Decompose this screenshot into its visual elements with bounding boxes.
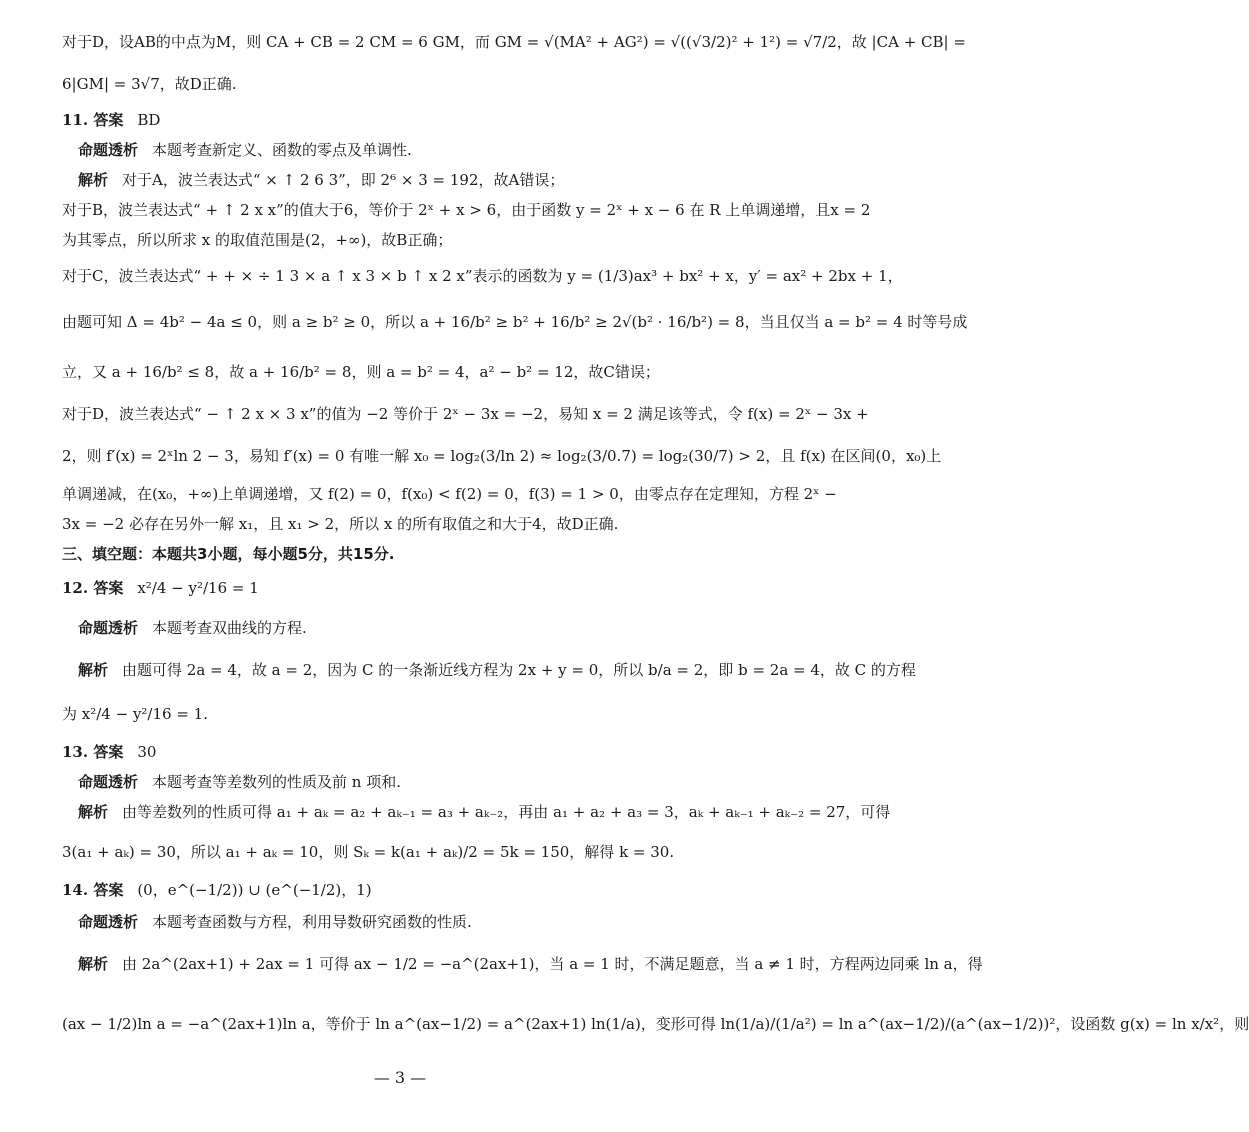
line-tag: 命题透析	[78, 913, 139, 931]
text-line	[62, 578, 762, 598]
line-text: 6|GM| = 3√7，故D正确.	[62, 75, 237, 93]
line-text: (0，e^(−1/2)) ∪ (e^(−1/2)，1)	[137, 881, 372, 899]
line-tag: 解析	[78, 661, 109, 679]
line-text: 由题可得 2a = 4，故 a = 2，因为 C 的一条渐近线方程为 2x + y = 0，所以 b/a = 2，即 b = 2a = 4，故 C 的方程	[122, 661, 916, 679]
line-text: 由题可知 Δ = 4b² − 4a ≤ 0，则 a ≥ b² ≥ 0，所以 a + 16/b² ≥ b² + 16/b² ≥ 2√(b² · 16/b²) = 8，当且仅当 a = b² = 4 时等号成	[62, 313, 968, 331]
text-line	[78, 802, 891, 822]
text-line	[62, 200, 871, 220]
text-line	[62, 266, 903, 286]
line-tag: 12. 答案	[62, 579, 124, 597]
line-text: 对于C，波兰表达式“ + + × ÷ 1 3 × a ↑ x 3 × b ↑ x 2 x”表示的函数为 y = (1/3)ax³ + bx² + x，y′ = ax² + 2bx + 1，	[62, 267, 903, 285]
line-tag: 14. 答案	[62, 881, 124, 899]
line-text: 3(a₁ + aₖ) = 30，所以 a₁ + aₖ = 10，则 Sₖ = k(a₁ + aₖ)/2 = 5k = 150，解得 k = 30.	[62, 843, 675, 861]
page-number: — 3 —	[373, 1068, 427, 1087]
line-text: BD	[137, 111, 161, 129]
text-line	[62, 404, 869, 424]
line-tag: 解析	[78, 803, 109, 821]
text-line	[62, 514, 762, 534]
text-line	[62, 704, 762, 724]
line-tag: 11. 答案	[62, 111, 124, 129]
text-line	[62, 544, 762, 564]
text-line	[62, 446, 942, 466]
text-line	[62, 230, 762, 250]
line-text: 对于D，设AB的中点为M，则 CA + CB = 2 CM = 6 GM，而 GM = √(MA² + AG²) = √((√3/2)² + 1²) = √7/2，故 |CA + CB| =	[62, 33, 966, 51]
text-line	[78, 140, 762, 160]
text-line	[62, 1014, 1249, 1034]
line-text: 30	[137, 743, 157, 761]
line-text: (ax − 1/2)ln a = −a^(2ax+1)ln a，等价于 ln a^(ax−1/2) = a^(2ax+1) ln(1/a)，变形可得 ln(1/a)/(1/a²) = ln a^(ax−1/2)/(a^(ax−1/2))²，设函数 g(x) = ln x/x²，则	[62, 1015, 1249, 1033]
line-text: 单调递减，在(x₀，+∞)上单调递增，又 f(2) = 0，f(x₀) < f(2) = 0，f(3) = 1 > 0，由零点存在定理知，方程 2ˣ −	[62, 485, 837, 503]
line-text: 本题考查双曲线的方程.	[152, 619, 307, 637]
text-line	[62, 74, 762, 94]
text-line	[78, 660, 916, 680]
text-line	[62, 880, 762, 900]
text-line	[62, 842, 762, 862]
text-line	[62, 484, 837, 504]
line-text: 为其零点，所以所求 x 的取值范围是(2，+∞)，故B正确；	[62, 231, 453, 249]
line-text: x²/4 − y²/16 = 1	[137, 579, 259, 597]
text-line	[78, 170, 762, 190]
text-line	[62, 742, 762, 762]
text-line	[78, 772, 762, 792]
line-text: 立，又 a + 16/b² ≤ 8，故 a + 16/b² = 8，则 a = b² = 4，a² − b² = 12，故C错误；	[62, 363, 660, 381]
line-tag: 命题透析	[78, 141, 139, 159]
line-text: 2，则 f′(x) = 2ˣln 2 − 3，易知 f′(x) = 0 有唯一解 x₀ = log₂(3/ln 2) ≈ log₂(3/0.7) = log₂(30/7) > 2，且 f(x) 在区间(0，x₀)上	[62, 447, 942, 465]
line-tag: 解析	[78, 955, 109, 973]
line-tag: 命题透析	[78, 773, 139, 791]
text-line	[62, 32, 966, 52]
line-text: 本题考查函数与方程，利用导数研究函数的性质.	[152, 913, 472, 931]
line-text: 对于D，波兰表达式“ − ↑ 2 x × 3 x”的值为 −2 等价于 2ˣ − 3x = −2，易知 x = 2 满足该等式，令 f(x) = 2ˣ − 3x +	[62, 405, 869, 423]
line-tag: 命题透析	[78, 619, 139, 637]
line-text: 三、填空题：本题共3小题，每小题5分，共15分.	[62, 545, 395, 563]
text-line	[62, 110, 762, 130]
text-line	[78, 618, 762, 638]
line-text: 对于B，波兰表达式“ + ↑ 2 x x”的值大于6，等价于 2ˣ + x > 6，由于函数 y = 2ˣ + x − 6 在 R 上单调递增，且x = 2	[62, 201, 871, 219]
line-text: 3x = −2 必存在另外一解 x₁，且 x₁ > 2，所以 x 的所有取值之和大于4，故D正确.	[62, 515, 619, 533]
line-text: 本题考查等差数列的性质及前 n 项和.	[152, 773, 401, 791]
line-text: 为 x²/4 − y²/16 = 1.	[62, 705, 208, 723]
line-text: 由等差数列的性质可得 a₁ + aₖ = a₂ + aₖ₋₁ = a₃ + aₖ₋₂，再由 a₁ + a₂ + a₃ = 3，aₖ + aₖ₋₁ + aₖ₋₂ = 27，可得	[122, 803, 891, 821]
line-text: 本题考查新定义、函数的零点及单调性.	[152, 141, 412, 159]
text-line	[78, 912, 762, 932]
text-line	[78, 954, 983, 974]
text-line	[62, 312, 968, 332]
line-text: 由 2a^(2ax+1) + 2ax = 1 可得 ax − 1/2 = −a^(2ax+1)，当 a = 1 时，不满足题意，当 a ≠ 1 时，方程两边同乘 ln a，得	[122, 955, 983, 973]
text-line	[62, 362, 762, 382]
line-text: 对于A，波兰表达式“ × ↑ 2 6 3”，即 2⁶ × 3 = 192，故A错误；	[122, 171, 565, 189]
line-tag: 解析	[78, 171, 109, 189]
line-tag: 13. 答案	[62, 743, 124, 761]
